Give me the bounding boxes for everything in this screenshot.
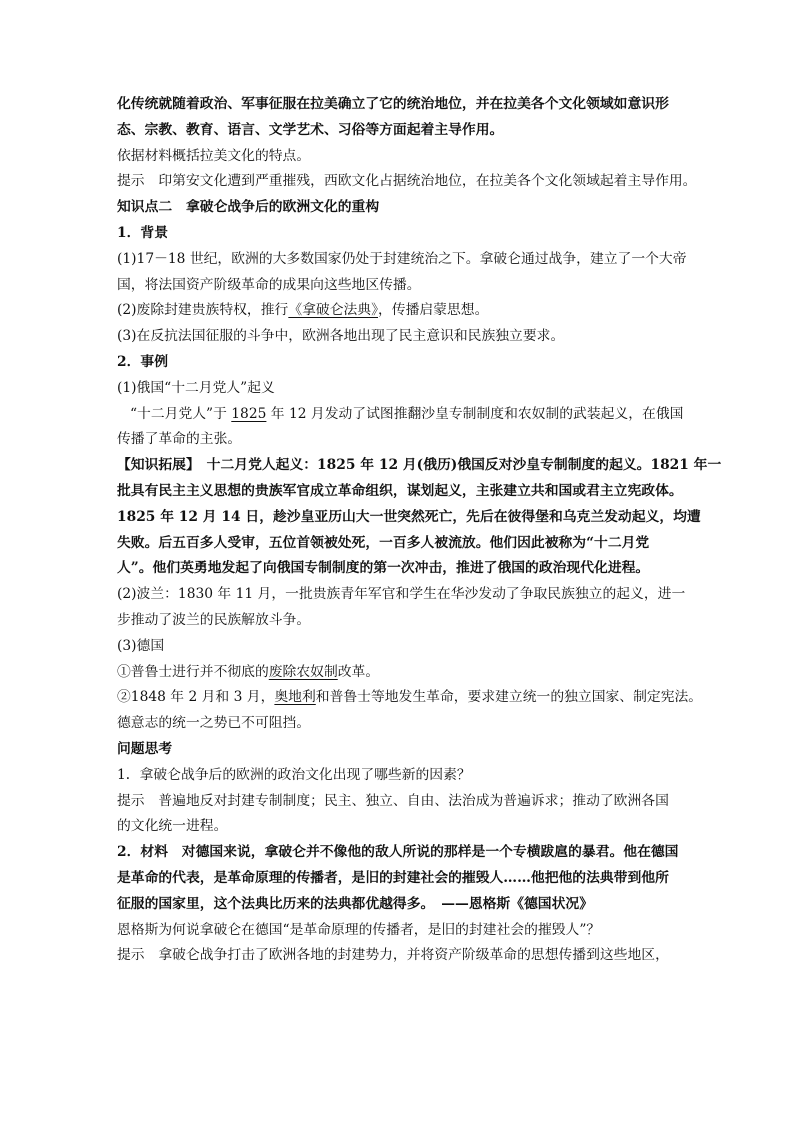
text-line — [117, 763, 677, 789]
text-line — [117, 918, 677, 944]
text-line — [117, 711, 677, 737]
text-segment: 征服的国家里，这个法典比历来的法典都优越得多。 ——恩格斯《德国状况》 — [117, 895, 593, 912]
text-segment: 提示 印第安文化遭到严重摧残，西欧文化占据统治地位，在拉美各个文化领域起着主导作用。 — [117, 173, 697, 190]
text-line — [117, 505, 701, 531]
document-body — [117, 92, 722, 969]
text-segment: 依据材料概括拉美文化的特点。 — [117, 147, 311, 164]
text-line — [117, 531, 677, 557]
text-line — [117, 660, 677, 686]
text-segment: (3)在反抗法国征服的斗争中，欧洲各地出现了民主意识和民族独立要求。 — [117, 328, 565, 345]
text-line — [117, 376, 677, 402]
text-segment: 和普鲁士等地发生革命，要求建立统一的独立国家、制定宪法。 — [315, 689, 703, 706]
text-segment: 问题思考 — [117, 740, 173, 757]
text-line — [117, 943, 677, 969]
text-segment: 失败。后五百多人受审，五位首领被处死，一百多人被流放。他们因此被称为“十二月党 — [117, 534, 650, 551]
text-segment: 批具有民主主义思想的贵族军官成立革命组织，谋划起义，主张建立共和国或君主立宪政体。 — [117, 482, 683, 499]
text-line — [117, 144, 677, 170]
text-line — [117, 298, 677, 324]
text-segment: 德意志的统一之势已不可阻挡。 — [117, 715, 311, 732]
text-line — [117, 789, 677, 815]
text-line — [117, 582, 686, 608]
text-line — [117, 479, 683, 505]
text-line — [117, 737, 677, 763]
text-segment: 2．材料 对德国来说，拿破仑并不像他的敌人所说的那样是一个专横跋扈的暴君。他在德国 — [117, 844, 679, 861]
underlined-term: 奥地利 — [274, 689, 316, 706]
text-segment: 1．拿破仑战争后的欧洲的政治文化出现了哪些新的因素？ — [117, 766, 471, 783]
text-line — [117, 814, 677, 840]
text-segment: (2)废除封建贵族特权，推行 — [117, 302, 289, 319]
text-segment: 年 12 月发动了试图推翻沙皇专制制度和农奴制的武装起义，在俄国 — [266, 405, 684, 422]
text-segment: 2．事例 — [117, 353, 168, 370]
text-segment: 的文化统一进程。 — [117, 818, 228, 835]
text-line — [117, 866, 677, 892]
underlined-term: 废除农奴制 — [268, 663, 338, 680]
underlined-term: 《拿破仑法典》 — [288, 302, 378, 319]
text-segment: (3)德国 — [117, 637, 165, 654]
underlined-term: 1825 — [231, 405, 267, 422]
text-line — [117, 892, 677, 918]
text-segment: 化传统就随着政治、军事征服在拉美确立了它的统治地位，并在拉美各个文化领域如意识形 — [117, 96, 669, 112]
text-line — [117, 608, 677, 634]
text-segment: 传播了革命的主张。 — [117, 431, 242, 448]
text-segment: 恩格斯为何说拿破仑在德国“是革命原理的传播者，是旧的封建社会的摧毁人”？ — [117, 921, 601, 938]
text-segment: ②1848 年 2 月和 3 月， — [117, 689, 275, 706]
text-line — [117, 453, 722, 479]
text-segment: 知识点二 拿破仑战争后的欧洲文化的重构 — [117, 199, 380, 216]
text-segment: 提示 拿破仑战争打击了欧洲各地的封建势力，并将资产阶级革命的思想传播到这些地区， — [117, 947, 669, 964]
text-segment: 改革。 — [337, 663, 380, 680]
text-segment: 提示 普遍地反对封建专制制度；民主、独立、自由、法治成为普遍诉求；推动了欧洲各国 — [117, 792, 669, 809]
text-segment: 十二月党人起义：1825 年 12 月(俄历)俄国反对沙皇专制制度的起义。1821 年一 — [192, 457, 722, 474]
text-line — [117, 402, 684, 428]
text-segment: 是革命的代表，是革命原理的传播者，是旧的封建社会的摧毁人……他把他的法典带到他所 — [117, 869, 669, 886]
text-line — [117, 840, 677, 866]
text-segment: 1．背景 — [117, 224, 168, 241]
text-line — [117, 427, 677, 453]
text-segment: ①普鲁士进行并不彻底的 — [117, 663, 269, 680]
text-segment: “十二月党人”于 — [130, 405, 232, 422]
text-line — [117, 350, 677, 376]
text-segment: 态、宗教、教育、语言、文学艺术、习俗等方面起着主导作用。 — [117, 121, 504, 138]
text-segment: 【知识拓展】 — [117, 457, 193, 474]
text-segment: ，传播启蒙思想。 — [378, 302, 489, 319]
text-line — [117, 685, 703, 711]
text-line — [117, 195, 677, 221]
text-line — [117, 221, 677, 247]
text-line — [117, 634, 677, 660]
text-segment: 国，将法国资产阶级革命的成果向这些地区传播。 — [117, 276, 421, 293]
text-line — [117, 247, 687, 273]
text-line — [117, 92, 677, 118]
text-line — [117, 169, 697, 195]
text-segment: 1825 年 12 月 14 日，趁沙皇亚历山大一世突然死亡，先后在彼得堡和乌克兰发动起义，均遭 — [117, 508, 701, 525]
text-segment: (1)17－18 世纪，欧洲的大多数国家仍处于封建统治之下。拿破仑通过战争，建立了一个大帝 — [117, 250, 687, 267]
text-line — [117, 118, 677, 144]
text-segment: (1)俄国“十二月党人”起义 — [117, 379, 275, 396]
text-segment: (2)波兰：1830 年 11 月，一批贵族青年军官和学生在华沙发动了争取民族独立的起义，进一 — [117, 586, 686, 603]
text-line — [117, 324, 677, 350]
text-segment: 人”。他们英勇地发起了向俄国专制制度的第一次冲击，推进了俄国的政治现代化进程。 — [117, 560, 650, 577]
text-segment: 步推动了波兰的民族解放斗争。 — [117, 611, 311, 628]
text-line — [117, 273, 677, 299]
text-line — [117, 556, 677, 582]
